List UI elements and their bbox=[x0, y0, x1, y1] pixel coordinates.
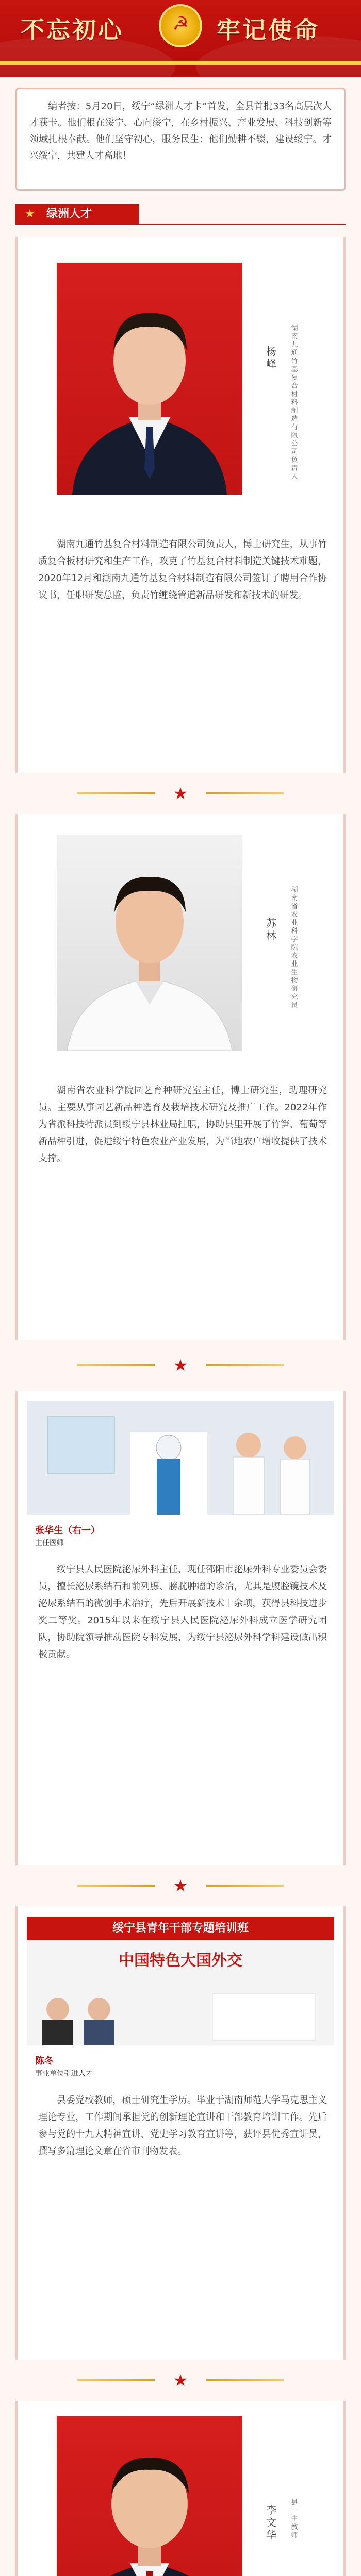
section-tag bbox=[15, 204, 139, 225]
profile-photo bbox=[57, 835, 242, 1051]
star-icon: ★ bbox=[173, 1876, 188, 1895]
profile-role: 湖南省农业科学院农业生物研究员 bbox=[291, 886, 298, 1009]
star-icon: ★ bbox=[173, 2370, 188, 2390]
banner-right-title: 牢记使命 bbox=[217, 16, 320, 44]
section-divider bbox=[77, 783, 284, 804]
section-underline bbox=[139, 224, 346, 225]
profile-role: 主任医师 bbox=[35, 1539, 64, 1547]
profile-card bbox=[15, 1906, 346, 2360]
profile-bio: 湖南省农业科学院园艺育种研究室主任，博士研究生，助理研究员。主要从事园艺新品种选育及栽培技术研究及推广工作。2022年作为省派科技特派员到绥宁县林业局挂职，协助县里开展了竹笋、葡萄等新品种引进，促进绥宁特色农业产业发展，为当地农户增收提供了技术支撑。 bbox=[38, 1085, 327, 1164]
section-label: 绿洲人才 bbox=[46, 208, 92, 221]
profile-photo bbox=[57, 263, 242, 495]
profile-photo bbox=[27, 1917, 334, 2045]
profile-card bbox=[15, 1391, 346, 1865]
star-icon: ★ bbox=[173, 1355, 188, 1375]
header-banner bbox=[0, 0, 361, 77]
profile-card bbox=[15, 237, 346, 773]
profile-card bbox=[15, 814, 346, 1340]
party-emblem-icon: ☭ bbox=[161, 6, 200, 45]
intro-text: 编者按：5月20日，绥宁“绿洲人才卡”首发，全县首批33名高层次人才获卡。他们根在绥宁、心向绥宁，在乡村振兴、产业发展、科技创新等领域扎根奉献。他们坚守初心，服务民生；他们勤耕不辍，建设绥宁。才兴绥宁，共建人才高地！ bbox=[29, 101, 332, 161]
profile-bio: 湖南九通竹基复合材料制造有限公司负责人，博士研究生，从事竹质复合板材研究和生产工作，攻克了竹基复合材料制造关键技术难题，2020年12月和湖南九通竹基复合材料制造有限公司签订了聘用合作协议书，任职研发总监，负责竹缠绕管道新品研发和新技术的研发。 bbox=[38, 539, 327, 601]
profile-photo bbox=[27, 1401, 334, 1515]
profile-bio: 绥宁县人民医院泌尿外科主任，现任邵阳市泌尿外科专业委员会委员，擅长泌尿系结石和前列腺、膀胱肿瘤的诊治，尤其是腹腔镜技术及泌尿系结石的微创手术治疗，先后开展新技术十余项，获得县科技进步奖二等奖。2015年以来在绥宁县人民医院泌尿外科成立医学研究团队，协助院领导推动医院专科发展，为绥宁县泌尿外科学科建设做出积极贡献。 bbox=[38, 1564, 327, 1660]
star-icon: ★ bbox=[173, 784, 188, 803]
profile-name: 苏林 bbox=[266, 917, 276, 942]
section-divider bbox=[77, 1355, 284, 1376]
star-icon: ★ bbox=[25, 208, 35, 221]
profile-name: 张华生（右一） bbox=[35, 1525, 100, 1536]
intro-box bbox=[15, 88, 346, 191]
profile-card bbox=[15, 2401, 346, 2576]
banner-left-title: 不忘初心 bbox=[21, 16, 124, 44]
banner-ribbon bbox=[0, 61, 361, 65]
profile-role: 县一中教师 bbox=[291, 2499, 298, 2539]
section-divider bbox=[77, 1875, 284, 1896]
profile-name: 李文华 bbox=[266, 2504, 276, 2541]
profile-name: 陈冬 bbox=[35, 2056, 54, 2066]
profile-photo bbox=[57, 2416, 242, 2576]
profile-role: 湖南九通竹基复合材料制造有限公司负责人 bbox=[291, 325, 298, 481]
slide-header: 绥宁县青年干部专题培训班 bbox=[27, 1917, 334, 1940]
profile-bio: 县委党校教师，硕士研究生学历。毕业于湖南师范大学马克思主义理论专业，工作期间承担党的创新理论宣讲和干部教育培训工作。先后参与党的十九大精神宣讲、党史学习教育宣讲等，获评县优秀宣讲员，撰写多篇理论文章在省市刊物发表。 bbox=[38, 2095, 327, 2157]
section-divider bbox=[77, 2370, 284, 2391]
profile-role: 事业单位引进人才 bbox=[35, 2070, 93, 2078]
profile-name: 杨峰 bbox=[266, 345, 276, 370]
slide-title: 中国特色大国外交 bbox=[119, 1952, 242, 1970]
